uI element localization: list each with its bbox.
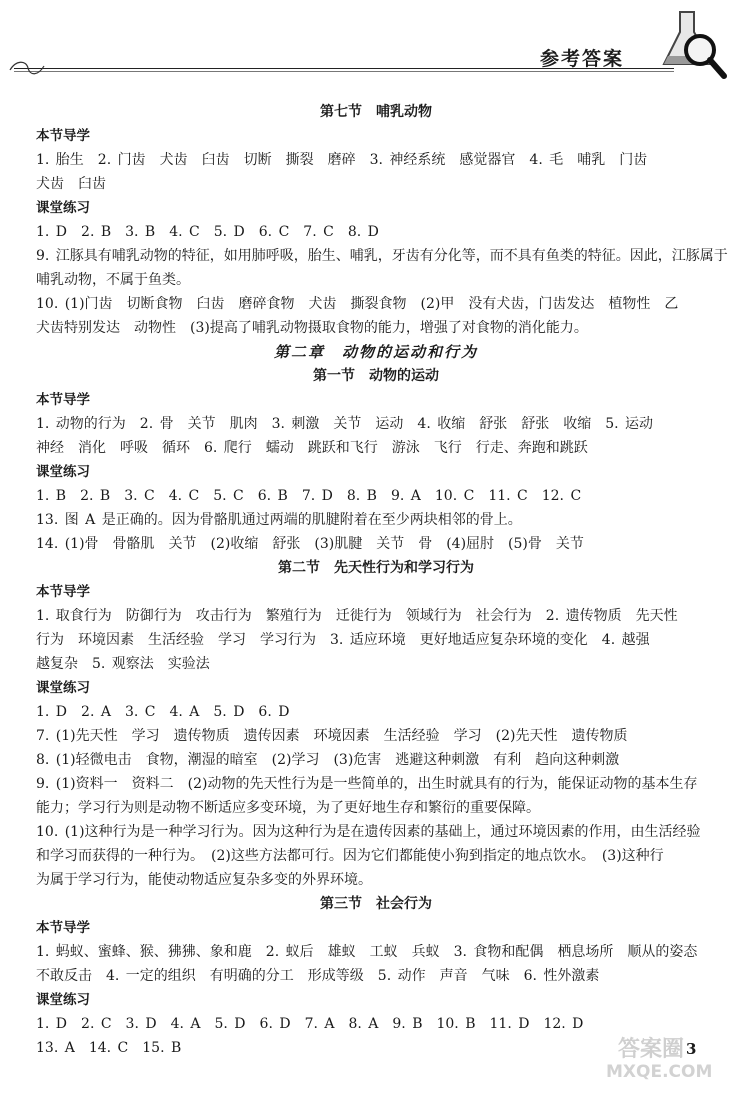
answer-line: 1. 动物的行为 2. 骨 关节 肌肉 3. 刺激 关节 运动 4. 收缩 舒张 舒张 收缩 5. 运动 — [36, 416, 654, 432]
subsection-label: 课堂练习 — [36, 680, 90, 696]
answer-line: 能力；学习行为则是动物不断适应多变环境，为了更好地生存和繁衍的重要保障。 — [36, 800, 540, 816]
answer-line: 9. 江豚具有哺乳动物的特征，如用肺呼吸，胎生、哺乳，牙齿有分化等，而不具有鱼类的特征。因此，江豚属于 — [36, 248, 728, 264]
header-swirl-ornament — [8, 58, 48, 80]
watermark-url: MXQE.COM — [606, 1062, 713, 1082]
answer-line: 7. (1)先天性 学习 遗传物质 遗传因素 环境因素 生活经验 学习 (2)先天性 遗传物质 — [36, 728, 628, 744]
answer-line: 10. (1)门齿 切断食物 臼齿 磨碎食物 犬齿 撕裂食物 (2)甲 没有犬齿，门齿发达 植物性 乙 — [36, 296, 679, 312]
answer-line: 犬齿 臼齿 — [36, 176, 106, 192]
page-number: 3 — [686, 1040, 697, 1058]
answer-line: 1. D 2. B 3. B 4. C 5. D 6. C 7. C 8. D — [36, 224, 379, 240]
watermark-cn: 答案圈 — [618, 1037, 685, 1062]
answer-line: 神经 消化 呼吸 循环 6. 爬行 蠕动 跳跃和飞行 游泳 飞行 行走、奔跑和跳跃 — [36, 440, 588, 456]
answer-line: 1. D 2. C 3. D 4. A 5. D 6. D 7. A 8. A 9. B 10. B 11. D 12. D — [36, 1016, 584, 1032]
subsection-label: 本节导学 — [36, 392, 90, 408]
subsection-label: 本节导学 — [36, 584, 90, 600]
answer-line: 1. 蚂蚁、蜜蜂、猴、狒狒、象和鹿 2. 蚁后 雄蚁 工蚁 兵蚁 3. 食物和配偶 栖息场所 顺从的姿态 — [36, 944, 698, 960]
answer-line: 1. 取食行为 防御行为 攻击行为 繁殖行为 迁徙行为 领域行为 社会行为 2. 遗传物质 先天性 — [36, 608, 678, 624]
section-title: 第二节 先天性行为和学习行为 — [278, 560, 474, 576]
answer-line: 行为 环境因素 生活经验 学习 学习行为 3. 适应环境 更好地适应复杂环境的变化 4. 越强 — [36, 632, 650, 648]
answer-line: 1. D 2. A 3. C 4. A 5. D 6. D — [36, 704, 290, 720]
magnifier-flask-icon — [650, 6, 730, 86]
section-title: 第一节 动物的运动 — [313, 368, 439, 384]
page-header — [0, 0, 750, 92]
answer-line: 13. A 14. C 15. B — [36, 1040, 182, 1056]
answer-content — [36, 100, 728, 1060]
header-title: 参考答案 — [540, 48, 625, 70]
answer-line: 不敢反击 4. 一定的组织 有明确的分工 形成等级 5. 动作 声音 气味 6. 性外激素 — [36, 968, 600, 984]
chapter-title: 第二章 动物的运动和行为 — [273, 343, 478, 361]
answer-line: 8. (1)轻微电击 食物，潮湿的暗室 (2)学习 (3)危害 逃避这种刺激 有利 趋向这种刺激 — [36, 752, 620, 768]
subsection-label: 课堂练习 — [36, 200, 90, 216]
answer-line: 10. (1)这种行为是一种学习行为。因为这种行为是在遗传因素的基础上，通过环境因素的作用，由生活经验 — [36, 824, 701, 840]
subsection-label: 本节导学 — [36, 920, 90, 936]
answer-line: 1. B 2. B 3. C 4. C 5. C 6. B 7. D 8. B 9. A 10. C 11. C 12. C — [36, 488, 582, 504]
answer-line: 犬齿特别发达 动物性 (3)提高了哺乳动物摄取食物的能力，增强了对食物的消化能力。 — [36, 320, 588, 336]
answer-line: 和学习而获得的一种行为。 (2)这些方法都可行。因为它们都能使小狗到指定的地点饮水。 (3)这种行 — [36, 848, 664, 864]
answer-line: 14. (1)骨 骨骼肌 关节 (2)收缩 舒张 (3)肌腱 关节 骨 (4)屈肘 (5)骨 关节 — [36, 536, 584, 552]
answer-line: 13. 图 A 是正确的。因为骨骼肌通过两端的肌腱附着在至少两块相邻的骨上。 — [36, 512, 522, 528]
answer-line: 越复杂 5. 观察法 实验法 — [36, 656, 210, 672]
subsection-label: 本节导学 — [36, 128, 90, 144]
answer-line: 9. (1)资料一 资料二 (2)动物的先天性行为是一些简单的，出生时就具有的行为，能保证动物的基本生存 — [36, 776, 698, 792]
answer-line: 1. 胎生 2. 门齿 犬齿 臼齿 切断 撕裂 磨碎 3. 神经系统 感觉器官 4. 毛 哺乳 门齿 — [36, 152, 648, 168]
answer-line: 为属于学习行为，能使动物适应复杂多变的外界环境。 — [36, 872, 372, 888]
subsection-label: 课堂练习 — [36, 464, 90, 480]
answer-line: 哺乳动物，不属于鱼类。 — [36, 272, 190, 288]
section-title: 第三节 社会行为 — [320, 896, 432, 912]
subsection-label: 课堂练习 — [36, 992, 90, 1008]
section-title: 第七节 哺乳动物 — [320, 104, 432, 120]
